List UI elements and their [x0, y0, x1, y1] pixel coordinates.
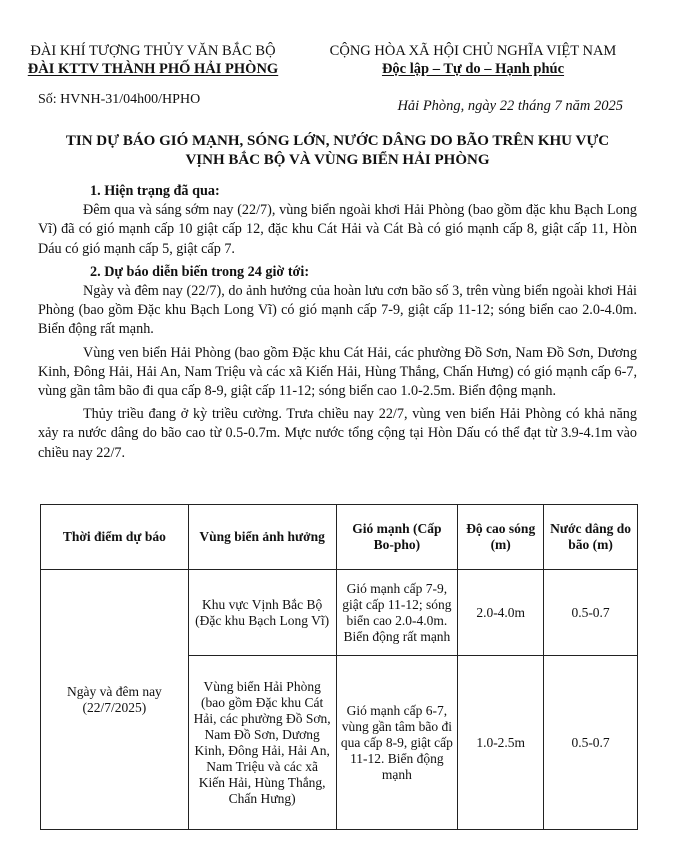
storm-surge-cell: 0.5-0.7 [544, 570, 638, 656]
section-2-paragraph-2: Vùng ven biển Hải Phòng (bao gồm Đặc khu Cát Hải, các phường Đồ Sơn, Nam Đồ Sơn, Dương Kinh, Đông Hải, Hải An, Nam Triệu và các xã Kiến Hải, Hùng Thắng, Chấn Hưng) có gió mạnh cấp 6-7, vùng gần tâm bão đi qua cấp 8-9, giật cấp 11-12; sóng biển cao 1.0-2.5m. Biển động mạnh. [38, 344, 637, 400]
wind-cell: Gió mạnh cấp 6-7, vùng gần tâm bão đi qua cấp 8-9, giật cấp 11-12. Biển động mạnh [336, 656, 458, 830]
area-cell: Khu vực Vịnh Bắc Bộ (Đặc khu Bạch Long Vĩ) [188, 570, 336, 656]
section-2-heading: 2. Dự báo diễn biến trong 24 giờ tới: [90, 263, 310, 280]
section-1-heading: 1. Hiện trạng đã qua: [90, 183, 220, 199]
title-line-1: TIN DỰ BÁO GIÓ MẠNH, SÓNG LỚN, NƯỚC DÂNG DO BÃO TRÊN KHU VỰC [65, 133, 610, 149]
issuing-agency: ĐÀI KTTV THÀNH PHỐ HẢI PHÒNG [27, 61, 279, 77]
table-header: Nước dâng do bão (m) [544, 505, 638, 570]
national-motto: Độc lập – Tự do – Hạnh phúc [381, 61, 565, 77]
section-2-paragraph-3: Thủy triều đang ở kỳ triều cường. Trưa chiều nay 22/7, vùng ven biển Hải Phòng có khả năng xảy ra nước dâng do bão cao từ 0.5-0.7m. Mực nước tổng cộng tại Hòn Dấu có thể đạt từ 3.9-4.1m vào chiều nay 22/7. [38, 406, 637, 461]
document-date: Hải Phòng, ngày 22 tháng 7 năm 2025 [397, 98, 623, 114]
parent-agency: ĐÀI KHÍ TƯỢNG THỦY VĂN BẮC BỘ [30, 43, 276, 59]
wind-cell: Gió mạnh cấp 7-9, giật cấp 11-12; sóng biển cao 2.0-4.0m. Biển động rất mạnh [336, 570, 458, 656]
table-header-row [41, 505, 638, 570]
wave-height-cell: 2.0-4.0m [458, 570, 544, 656]
wave-height-cell: 1.0-2.5m [458, 656, 544, 830]
title-line-2: VỊNH BẮC BỘ VÀ VÙNG BIỂN HẢI PHÒNG [185, 152, 490, 168]
national-title: CỘNG HÒA XÃ HỘI CHỦ NGHĨA VIỆT NAM [329, 43, 617, 59]
document-title [30, 132, 645, 170]
table-header: Thời điểm dự báo [41, 505, 189, 570]
section-1-paragraph: Đêm qua và sáng sớm nay (22/7), vùng biển ngoài khơi Hải Phòng (bao gồm đặc khu Bạch Long Vĩ) đã có gió mạnh cấp 10 giật cấp 12, đặc khu Cát Hải và Cát Bà có gió mạnh cấp 8, giật cấp 11, Hòn Dáu có gió mạnh cấp 5, giật cấp 7. [38, 202, 637, 257]
area-cell: Vùng biển Hải Phòng (bao gồm Đặc khu Cát Hải, các phường Đồ Sơn, Nam Đồ Sơn, Dương Kinh, Đông Hải, Hải An, Nam Triệu và các xã Kiến Hải, Hùng Thắng, Chấn Hưng) [188, 656, 336, 830]
agency-header [8, 42, 298, 78]
table-header: Vùng biển ảnh hưởng [188, 505, 336, 570]
forecast-time-cell: Ngày và đêm nay (22/7/2025) [41, 570, 189, 830]
document-number: Số: HVNH-31/04h00/HPHO [38, 92, 201, 107]
document-body [38, 182, 637, 467]
national-header [298, 42, 648, 78]
forecast-table [40, 504, 638, 830]
table-row [41, 570, 638, 656]
storm-surge-cell: 0.5-0.7 [544, 656, 638, 830]
section-2-paragraph-1: Ngày và đêm nay (22/7), do ảnh hưởng của hoàn lưu cơn bão số 3, trên vùng biển ngoài khơi Hải Phòng (bao gồm Đặc khu Bạch Long Vĩ) có gió mạnh cấp 7-9, giật cấp 11-12; sóng biển cao 2.0-4.0m. Biển động rất mạnh. [38, 283, 637, 338]
table-header: Gió mạnh (Cấp Bo-pho) [336, 505, 458, 570]
table-header: Độ cao sóng (m) [458, 505, 544, 570]
